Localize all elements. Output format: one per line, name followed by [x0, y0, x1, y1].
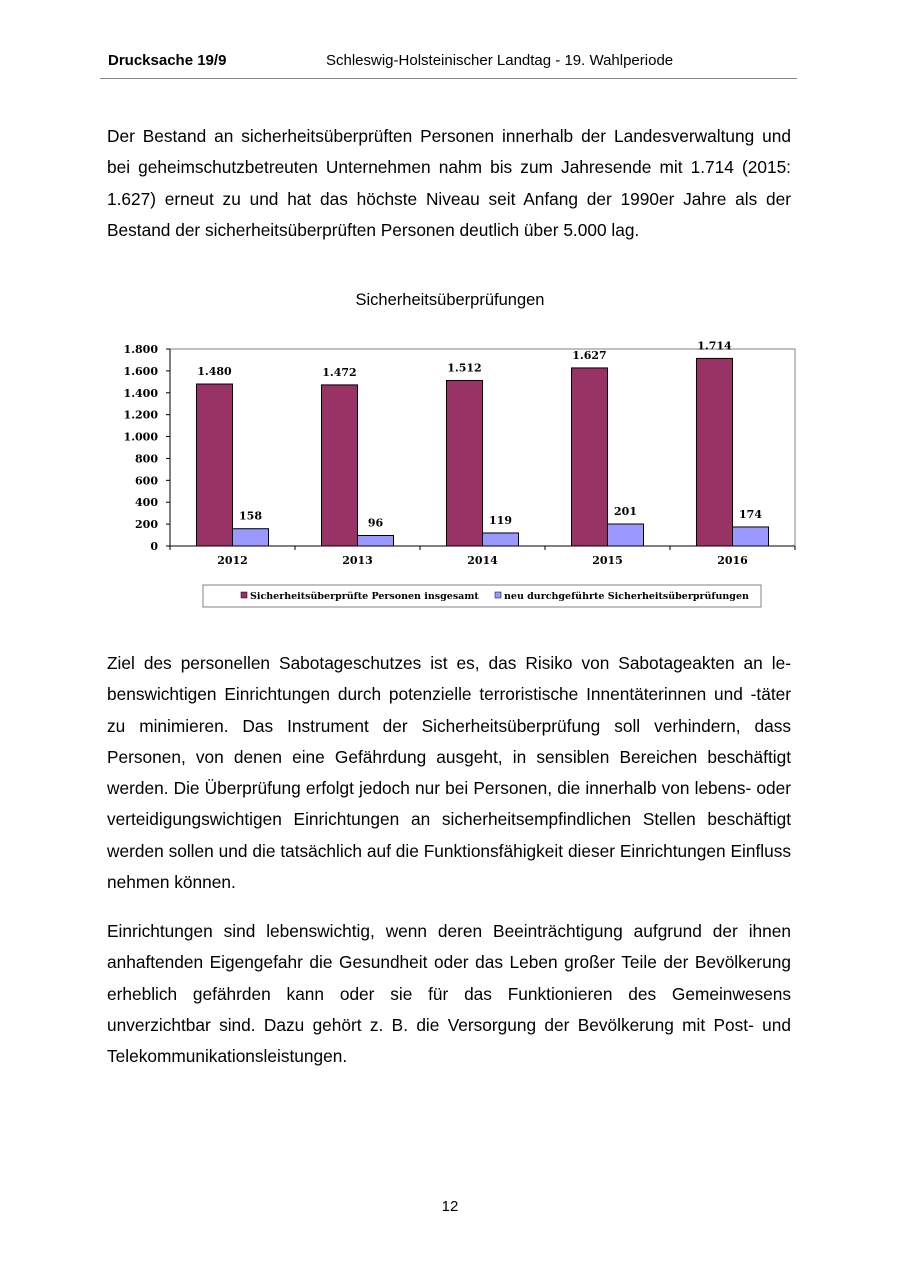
- bar-new-2013: [358, 535, 394, 546]
- legend-label: Sicherheitsüberprüfte Personen insgesamt: [250, 591, 479, 602]
- data-label: 1.472: [322, 365, 357, 379]
- x-tick-label: 2014: [467, 554, 498, 567]
- y-tick-label: 600: [135, 474, 158, 488]
- y-tick-label: 1.800: [123, 343, 158, 356]
- data-label: 174: [739, 507, 762, 521]
- y-tick-label: 400: [135, 496, 158, 510]
- chart-title: Sicherheitsüberprüfungen: [355, 291, 545, 309]
- y-tick-label: 1.400: [123, 386, 158, 400]
- bar-total-2015: [572, 368, 608, 546]
- x-tick-label: 2012: [217, 554, 248, 567]
- data-label: 1.480: [197, 365, 232, 379]
- bar-new-2016: [733, 527, 769, 546]
- bar-new-2014: [483, 533, 519, 546]
- bar-chart: [0, 0, 900, 620]
- data-label: 201: [614, 505, 637, 519]
- bar-total-2014: [447, 381, 483, 546]
- data-label: 1.627: [572, 348, 607, 362]
- x-tick-label: 2015: [592, 554, 623, 567]
- document-number: Drucksache 19/9: [108, 52, 227, 69]
- paragraph-2: Ziel des personellen Sabotageschutzes ist es, das Risiko von Sabotageakten an lebenswichtigen Einrichtungen durch potenzielle terroristische Innentäterinnen und -täter zu minimieren. Das Instrument der Sicherheitsüberprüfung soll verhindern, dass Personen, von denen eine Gefährdung ausgeht, in sensiblen Bereichen beschäftigt werden. Die Überprüfung erfolgt jedoch nur bei Personen, die innerhalb von lebens- oder verteidigungswichtigen Einrichtungen an sicherheitsempfindlichen Stellen beschäftigt werden sollen und die tatsächlich auf die Funktionsfähigkeit dieser Einrichtungen Einfluss nehmen können.: [107, 653, 791, 893]
- bar-new-2012: [233, 529, 269, 546]
- bar-new-2015: [608, 524, 644, 546]
- bar-total-2013: [322, 385, 358, 546]
- header-title: Schleswig-Holsteinischer Landtag - 19. Wahlperiode: [326, 52, 674, 69]
- y-tick-label: 1.600: [123, 364, 158, 378]
- bar-total-2012: [197, 384, 233, 546]
- data-label: 96: [367, 516, 384, 530]
- x-tick-label: 2016: [717, 554, 748, 567]
- y-tick-label: 1.200: [123, 408, 158, 422]
- data-label: 119: [489, 513, 512, 527]
- data-label: 1.714: [697, 339, 732, 353]
- page-number: 12: [441, 1198, 459, 1215]
- paragraph-3: Einrichtungen sind lebenswichtig, wenn deren Beeinträchtigung aufgrund der ihnen anhaftenden Eigengefahr die Gesundheit oder das Leben großer Teile der Bevölkerung erheblich gefährden kann oder sie für das Funktionieren des Gemeinwesens unverzichtbar sind. Dazu gehört z. B. die Versorgung der Bevölkerung mit Post- und Telekommunikationsleistungen.: [107, 921, 791, 1067]
- y-tick-label: 800: [135, 452, 158, 466]
- legend-swatch: [495, 592, 501, 598]
- data-label: 158: [239, 509, 262, 523]
- y-tick-label: 200: [135, 518, 158, 532]
- bar-total-2016: [697, 358, 733, 546]
- paragraph-1: Der Bestand an sicherheitsüberprüften Personen innerhalb der Landesverwaltung und bei geheimschutzbetreuten Unternehmen nahm bis zum Jahresende mit 1.714 (2015: 1.627) erneut zu und hat das höchste Niveau seit Anfang der 1990er Jahre als der Bestand der sicherheitsüberprüften Personen deutlich über 5.000 lag.: [107, 126, 791, 240]
- legend-swatch: [241, 592, 247, 598]
- y-tick-label: 0: [150, 540, 158, 553]
- y-tick-label: 1.000: [123, 430, 158, 444]
- x-tick-label: 2013: [342, 554, 373, 567]
- legend-label: neu durchgeführte Sicherheitsüberprüfungen: [504, 591, 749, 602]
- data-label: 1.512: [447, 361, 482, 375]
